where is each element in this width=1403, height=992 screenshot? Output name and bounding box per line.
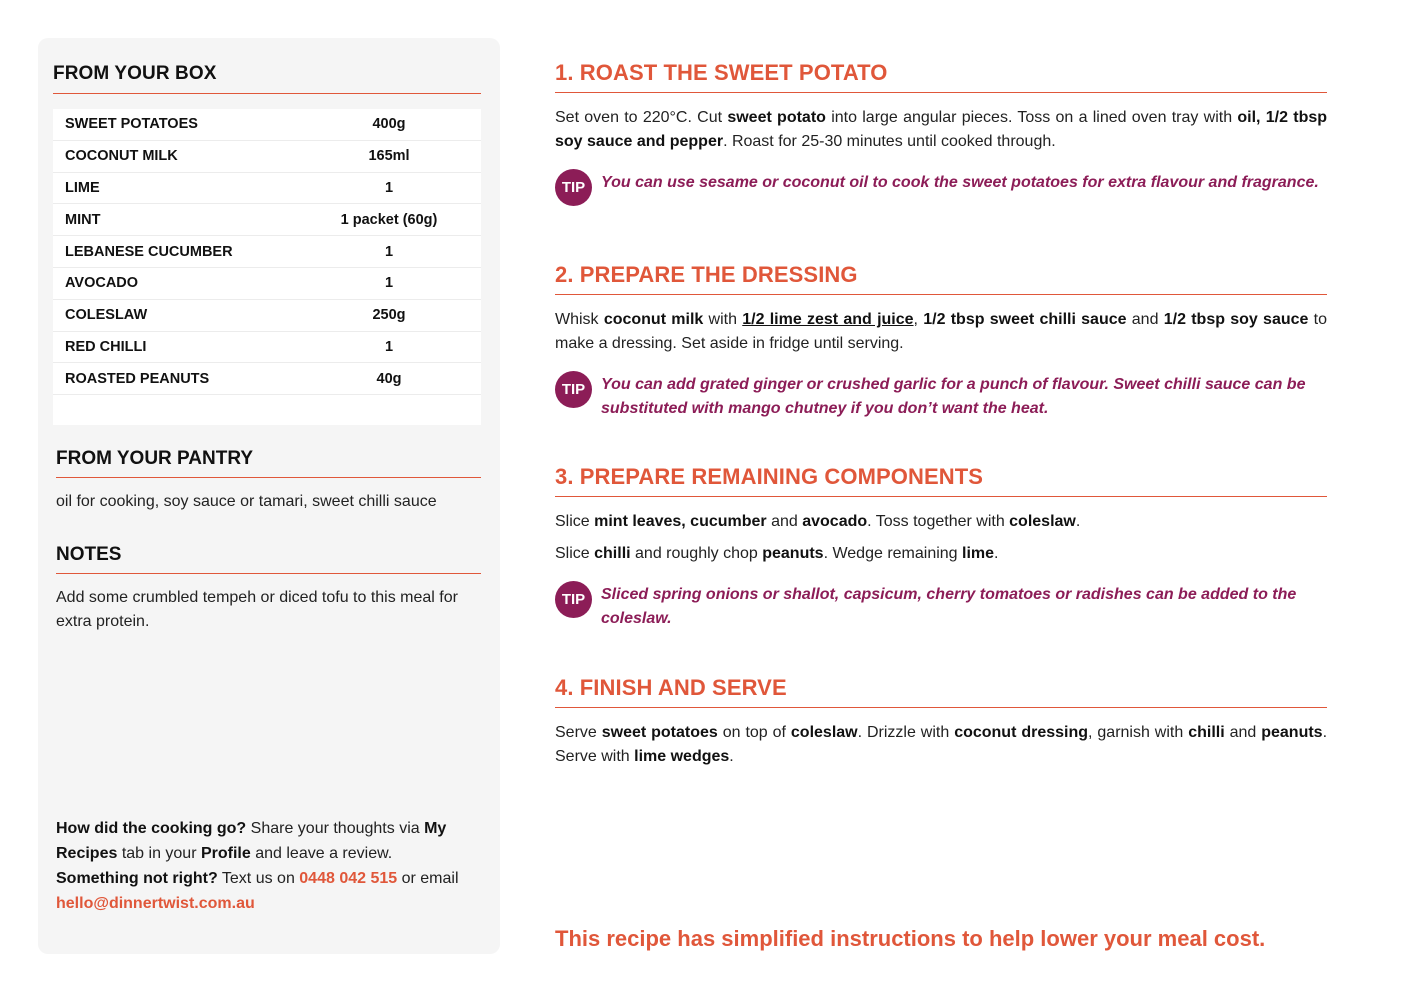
support-question: Something not right? bbox=[56, 870, 218, 887]
ingredient-qty: 40g bbox=[376, 370, 402, 387]
text-part: with bbox=[703, 311, 743, 328]
feedback-text-part: Text us on bbox=[217, 870, 300, 887]
ingredient-qty: 400g bbox=[372, 116, 406, 133]
text-part: Whisk bbox=[555, 311, 604, 328]
my-recipes-label: My Recipes bbox=[56, 820, 447, 862]
ingredient-name: LIME bbox=[65, 179, 100, 196]
table-row bbox=[53, 363, 481, 395]
pantry-text: oil for cooking, soy sauce or tamari, sweet chilli sauce bbox=[56, 493, 437, 510]
step-1-title: 1. ROAST THE SWEET POTATO bbox=[555, 60, 888, 85]
text-part: , bbox=[913, 311, 924, 328]
text-bold: chilli bbox=[594, 544, 631, 562]
ingredient-name: AVOCADO bbox=[65, 275, 139, 292]
email-link[interactable]: hello@dinnertwist.com.au bbox=[56, 895, 255, 912]
profile-label: Profile bbox=[200, 845, 251, 862]
notes-heading: NOTES bbox=[56, 544, 122, 565]
feedback-text-part: and leave a review. bbox=[250, 845, 393, 862]
text-part: into large angular pieces. Toss on a lined oven tray with bbox=[825, 109, 1238, 126]
text-part: . Roast for 25-30 minutes until cooked through. bbox=[723, 132, 1056, 150]
text-part: and bbox=[766, 513, 803, 530]
text-part: Slice bbox=[555, 544, 595, 562]
text-part: . bbox=[1075, 513, 1081, 530]
divider bbox=[555, 92, 1327, 93]
notes-text: Add some crumbled tempeh or diced tofu to this meal for extra protein. bbox=[56, 589, 458, 630]
footer-note: This recipe has simplified instructions to help lower your meal cost. bbox=[555, 926, 1266, 951]
table-row bbox=[53, 109, 481, 141]
text-bold: coleslaw bbox=[790, 724, 858, 741]
text-bold: coleslaw bbox=[1009, 513, 1076, 530]
tip-text: You can use sesame or coconut oil to cook the sweet potatoes for extra flavour and fragrance. bbox=[601, 174, 1319, 191]
divider bbox=[555, 707, 1327, 708]
text-part: . bbox=[994, 544, 999, 562]
step-2 bbox=[555, 262, 1327, 420]
text-bold: peanuts bbox=[1261, 724, 1323, 741]
text-part: and bbox=[1126, 311, 1164, 328]
ingredient-qty: 1 bbox=[384, 275, 394, 292]
divider bbox=[555, 496, 1327, 497]
ingredient-qty: 1 bbox=[384, 243, 394, 260]
text-part: . bbox=[729, 747, 734, 765]
table-row bbox=[53, 173, 481, 205]
table-row bbox=[53, 141, 481, 173]
tip bbox=[555, 373, 1327, 420]
tip-badge: TIP bbox=[555, 371, 592, 408]
text-bold: sweet potato bbox=[727, 109, 826, 126]
step-3-text-2 bbox=[555, 542, 1327, 566]
text-part: and bbox=[1224, 724, 1262, 741]
text-part: . Wedge remaining bbox=[823, 544, 963, 562]
feedback-text bbox=[56, 816, 486, 916]
text-part: to make a dressing. Set aside in fridge until serving. bbox=[555, 311, 1328, 352]
ingredients-panel bbox=[38, 38, 500, 954]
feedback-text-part: Share your thoughts via bbox=[246, 820, 425, 837]
divider bbox=[56, 573, 481, 574]
divider bbox=[555, 294, 1327, 295]
tip-text: You can add grated ginger or crushed garlic for a punch of flavour. Sweet chilli sauce can be substituted with mango chutney if you don’t want the heat. bbox=[601, 376, 1306, 417]
feedback-text-part: tab in your bbox=[117, 845, 201, 862]
feedback-question: How did the cooking go? bbox=[56, 820, 247, 837]
text-bold: coconut dressing bbox=[954, 724, 1089, 741]
ingredient-qty: 250g bbox=[372, 307, 406, 324]
text-part: . Serve with bbox=[555, 724, 1328, 765]
text-bold: oil, 1/2 tbsp soy sauce and pepper bbox=[555, 109, 1328, 150]
ingredient-name: MINT bbox=[65, 211, 101, 228]
feedback-text-part: or email bbox=[397, 870, 459, 887]
text-bold: 1/2 tbsp soy sauce bbox=[1163, 311, 1309, 328]
step-1 bbox=[555, 60, 1327, 206]
ingredient-name: RED CHILLI bbox=[65, 338, 147, 355]
table-row bbox=[53, 268, 481, 300]
ingredient-qty: 1 bbox=[384, 338, 394, 355]
table-row bbox=[53, 204, 481, 236]
step-3-title: 3. PREPARE REMAINING COMPONENTS bbox=[555, 464, 984, 489]
step-1-text bbox=[555, 106, 1327, 153]
ingredient-name: ROASTED PEANUTS bbox=[65, 370, 210, 387]
ingredient-qty: 165ml bbox=[368, 148, 410, 165]
ingredient-name: COLESLAW bbox=[65, 307, 148, 324]
text-part: . Drizzle with bbox=[857, 724, 955, 741]
phone-link[interactable]: 0448 042 515 bbox=[299, 870, 398, 887]
ingredient-qty: 1 bbox=[384, 179, 394, 196]
text-part: Slice bbox=[555, 513, 595, 530]
divider bbox=[56, 477, 481, 478]
ingredient-qty: 1 packet (60g) bbox=[340, 211, 438, 228]
step-2-text bbox=[555, 308, 1327, 355]
text-part: and roughly chop bbox=[630, 544, 763, 562]
text-part: Set oven to 220°C. Cut bbox=[555, 109, 728, 126]
text-bold: lime wedges bbox=[634, 747, 730, 765]
text-bold: 1/2 tbsp sweet chilli sauce bbox=[923, 311, 1127, 328]
tip-badge: TIP bbox=[555, 169, 592, 206]
text-part: Serve bbox=[555, 724, 602, 741]
step-3 bbox=[555, 464, 1327, 630]
ingredient-name: SWEET POTATOES bbox=[65, 116, 198, 133]
text-bold: peanuts bbox=[762, 544, 824, 562]
step-4-text bbox=[555, 721, 1327, 768]
tip bbox=[555, 171, 1327, 206]
text-bold: coconut milk bbox=[603, 311, 704, 328]
ingredients-table bbox=[53, 109, 481, 425]
text-bold: avocado bbox=[802, 513, 868, 530]
text-part: , garnish with bbox=[1088, 724, 1189, 741]
ingredient-name: COCONUT MILK bbox=[65, 148, 178, 165]
step-4 bbox=[555, 675, 1327, 768]
table-row bbox=[53, 332, 481, 364]
step-2-title: 2. PREPARE THE DRESSING bbox=[555, 262, 858, 287]
table-row bbox=[53, 236, 481, 268]
text-bold: chilli bbox=[1188, 724, 1225, 741]
step-3-text bbox=[555, 510, 1327, 534]
from-your-pantry-heading: FROM YOUR PANTRY bbox=[56, 448, 254, 469]
text-bold: sweet potatoes bbox=[601, 724, 718, 741]
divider bbox=[53, 93, 481, 94]
table-row bbox=[53, 300, 481, 332]
from-your-box-heading: FROM YOUR BOX bbox=[53, 63, 217, 84]
ingredient-name: LEBANESE CUCUMBER bbox=[65, 243, 233, 260]
tip-text: Sliced spring onions or shallot, capsicum, cherry tomatoes or radishes can be added to the coleslaw. bbox=[601, 586, 1297, 627]
step-4-title: 4. FINISH AND SERVE bbox=[555, 675, 787, 700]
text-bold: mint leaves, cucumber bbox=[594, 513, 767, 530]
text-bold: lime bbox=[962, 544, 995, 562]
text-underlined: 1/2 lime zest and juice bbox=[742, 311, 914, 328]
tip-badge: TIP bbox=[555, 581, 592, 618]
text-part: on top of bbox=[717, 724, 791, 741]
tip bbox=[555, 583, 1327, 630]
text-part: . Toss together with bbox=[867, 513, 1010, 530]
